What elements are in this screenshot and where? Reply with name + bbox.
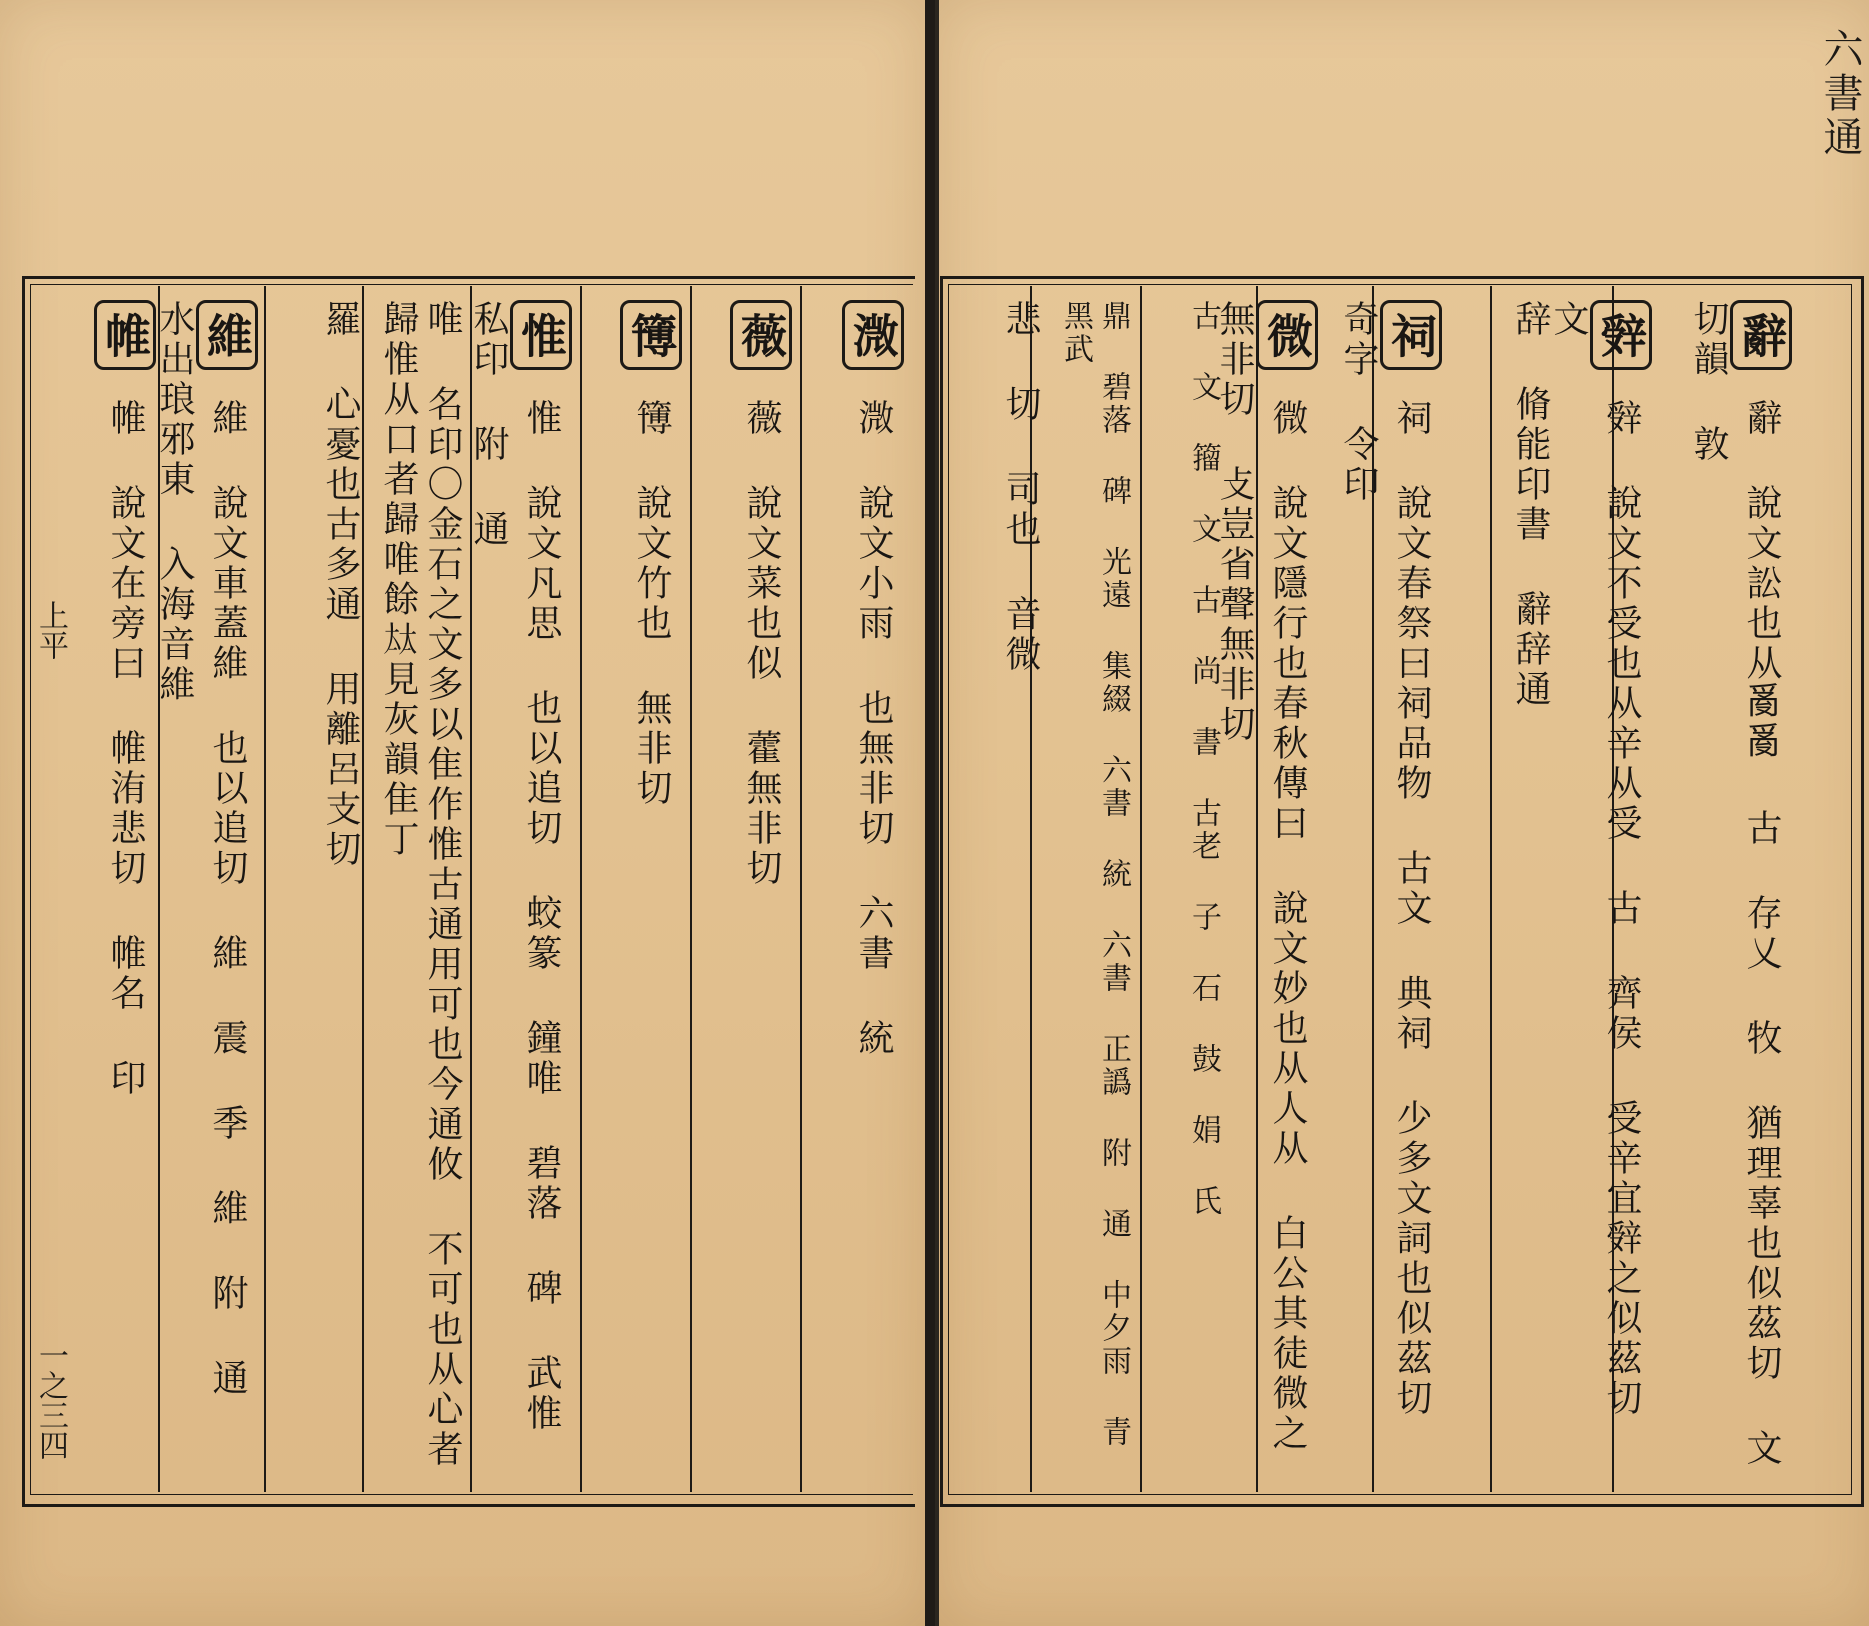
entry-text: 辭 說文訟也从𤔔𤔔 古 存乂 牧 猶理辜也似茲切 文 切韻 敦 xyxy=(1688,300,1782,1469)
entry-text: 溦 說文小雨 也無非切 六書 統 xyxy=(853,399,894,1059)
entry-text: 薇 說文菜也似 藿無非切 xyxy=(741,399,782,889)
entry-text: 簙 說文竹也 無非切 xyxy=(631,399,672,809)
entry-text: 辞 脩能印書 辭辞通 xyxy=(1510,300,1551,710)
headword: 惟 xyxy=(510,300,572,370)
column-divider xyxy=(800,286,802,1492)
entry-text: 惟 說文凡思 也以追切 蛟篆 鐘唯 碧落 碑 武惟 私印 附 通 xyxy=(468,300,562,1434)
entry-text: 微 說文隱行也春秋傳曰 說文妙也从人从 白公其徒微之無非切 攴豈省聲無非切 xyxy=(1214,300,1308,1454)
book-gutter xyxy=(925,0,935,1626)
entry-text: 維 說文車蓋維 也以追切 維 震 季 維 附 通 水出琅邪東 入海音維 xyxy=(154,300,248,1399)
text-column xyxy=(950,300,1042,1480)
entry-text: 帷 說文在旁曰 帷洧悲切 帷名 印 xyxy=(105,399,146,1099)
entry-text: 悲 切 司也 音微 xyxy=(1000,300,1041,675)
text-column xyxy=(468,300,572,1480)
text-column xyxy=(590,300,682,1480)
column-divider xyxy=(362,286,364,1492)
headword: 帷 xyxy=(94,300,156,370)
text-column xyxy=(372,300,464,1480)
entry-text: 唯 名印〇金石之文多以隹作惟古通用可也今通攸 不可也从心者歸惟从口者歸唯餘𡘋見灰韻隹丁 xyxy=(378,300,463,1470)
text-column xyxy=(1548,300,1652,1480)
text-column xyxy=(154,300,258,1480)
headword: 祠 xyxy=(1380,300,1442,370)
column-divider xyxy=(580,286,582,1492)
headword: 辭 xyxy=(1730,300,1792,370)
entry-text: 古 文 籀 文 古 尚 書 古老 子 石 鼓 娟 氏 xyxy=(1186,300,1221,1218)
headword: 簙 xyxy=(620,300,682,370)
entry-text: 鼎 碧落 碑 光遠 集綴 六書 統 六書 正譌 附 通 中夕雨 青黑武 xyxy=(1058,300,1131,1449)
column-divider xyxy=(264,286,266,1492)
headword: 溦 xyxy=(842,300,904,370)
text-column xyxy=(700,300,792,1480)
text-column xyxy=(812,300,904,1480)
folio-number: 一之三四 xyxy=(33,1340,68,1460)
headword: 辤 xyxy=(1590,300,1652,370)
text-column xyxy=(1214,300,1318,1480)
text-column xyxy=(270,300,362,1480)
text-column xyxy=(1460,300,1552,1480)
text-column xyxy=(64,300,156,1480)
headword: 薇 xyxy=(730,300,792,370)
text-column xyxy=(1688,300,1792,1480)
banxin-title: 六書通 xyxy=(1817,28,1863,160)
column-divider xyxy=(690,286,692,1492)
headword: 維 xyxy=(196,300,258,370)
entry-text: 羅 心憂也古多通 用離呂支切 xyxy=(320,300,361,870)
text-column xyxy=(1040,300,1132,1480)
section-label: 上平 xyxy=(33,600,68,660)
headword: 微 xyxy=(1256,300,1318,370)
entry-text: 祠 說文春祭曰祠品物 古文 典祠 少多文詞也似茲切 奇字 令印 xyxy=(1338,300,1432,1419)
entry-text: 辤 說文不受也从辛从受 古 齊侯 受辛宜辤之似茲切 文 xyxy=(1548,300,1642,1419)
text-column xyxy=(1130,300,1222,1480)
text-column xyxy=(1338,300,1442,1480)
